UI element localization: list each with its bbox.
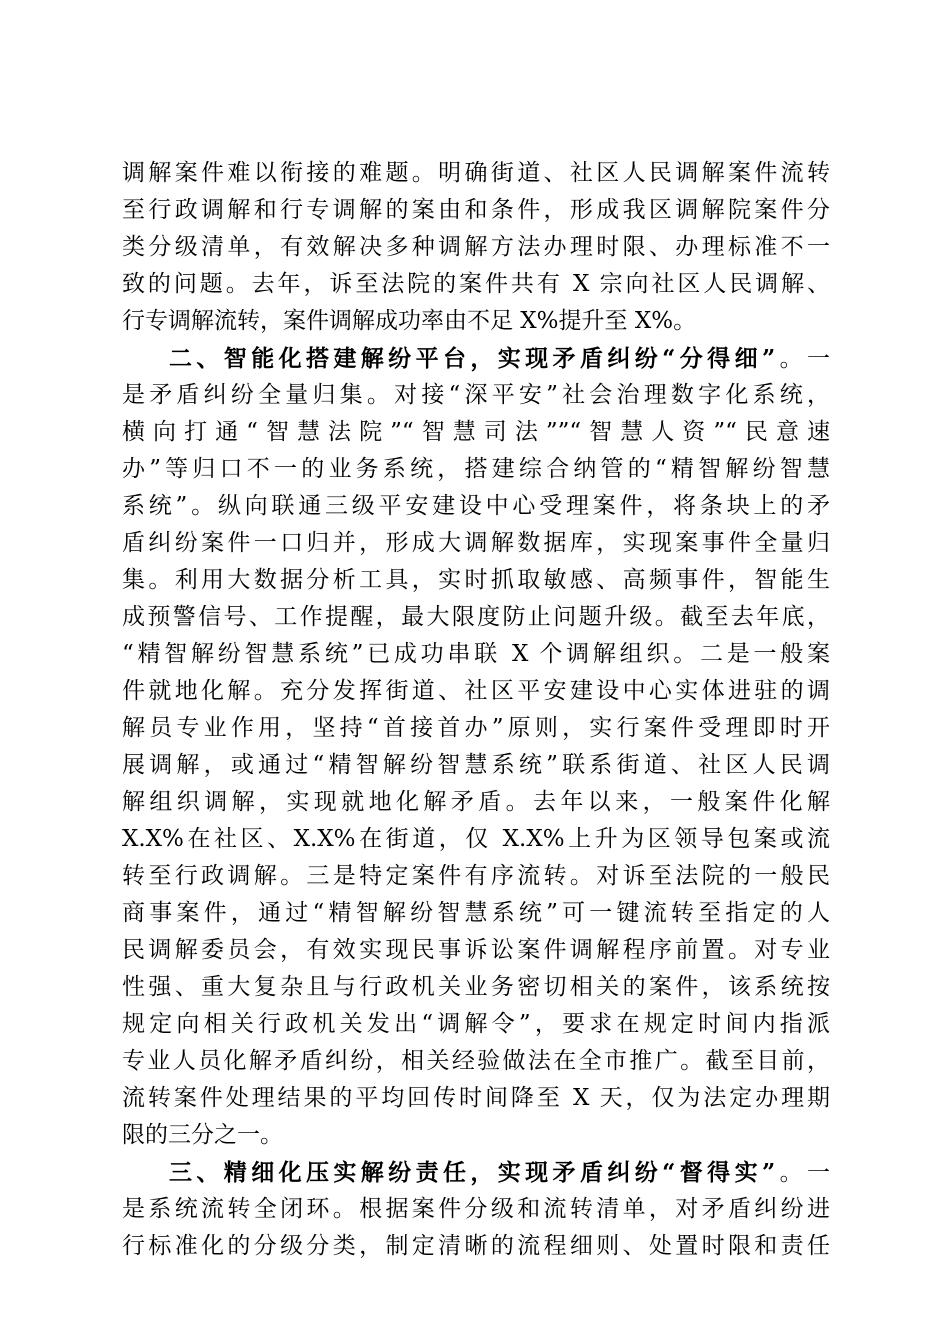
heading-line	[122, 340, 830, 377]
document-page	[122, 155, 830, 1265]
text-fragment: 。一	[775, 346, 830, 372]
text-line: 件就地化解。充分发挥街道、社区平安建设中心实体进驻的调	[122, 678, 830, 704]
text-line: 专业人员化解矛盾纠纷，相关经验做法在全市推广。截至目前，	[122, 1048, 830, 1074]
text-line: 解组织调解，实现就地化解矛盾。去年以来，一般案件化解	[122, 789, 830, 815]
text-line: 是系统流转全闭环。根据案件分级和流转清单，对矛盾纠纷进	[122, 1196, 830, 1222]
text-line: 系统”。纵向联通三级平安建设中心受理案件，将条块上的矛	[122, 493, 830, 519]
paragraph-1	[122, 155, 830, 340]
text-line: 展调解，或通过“精智解纷智慧系统”联系街道、社区人民调	[122, 752, 830, 778]
text-line: 类分级清单，有效解决多种调解方法办理时限、办理标准不一	[122, 234, 830, 260]
text-fragment: 。一	[775, 1160, 830, 1186]
section-heading-3: 三、精细化压实解纷责任，实现矛盾纠纷“督得实”	[169, 1159, 776, 1186]
text-line: 办”等归口不一的业务系统，搭建综合纳管的“精智解纷智慧	[122, 456, 830, 482]
text-line: 调解案件难以衔接的难题。明确街道、社区人民调解案件流转	[122, 160, 830, 186]
text-line: 民调解委员会，有效实现民事诉讼案件调解程序前置。对专业	[122, 937, 830, 963]
heading-line	[122, 1154, 830, 1191]
text-line: 解员专业作用，坚持“首接首办”原则，实行案件受理即时开	[122, 715, 830, 741]
text-line: X.X%在社区、X.X%在街道，仅 X.X%上升为区领导包案或流	[122, 826, 830, 852]
text-line: “精智解纷智慧系统”已成功串联 X 个调解组织。二是一般案	[122, 641, 830, 667]
text-line: 成预警信号、工作提醒，最大限度防止问题升级。截至去年底，	[122, 604, 830, 630]
text-line: 转至行政调解。三是特定案件有序流转。对诉至法院的一般民	[122, 863, 830, 889]
text-line: 致的问题。去年，诉至法院的案件共有 X 宗向社区人民调解、	[122, 271, 830, 297]
section-heading-2: 二、智能化搭建解纷平台，实现矛盾纠纷“分得细”	[169, 345, 776, 372]
paragraph-3	[122, 1154, 830, 1265]
text-line: 流转案件处理结果的平均回传时间降至 X 天，仅为法定办理期	[122, 1085, 830, 1111]
text-line: 行专调解流转，案件调解成功率由不足 X%提升至 X%。	[122, 308, 697, 334]
text-line: 行标准化的分级分类，制定清晰的流程细则、处置时限和责任	[122, 1233, 830, 1259]
text-line: 限的三分之一。	[122, 1122, 283, 1148]
paragraph-2	[122, 340, 830, 1154]
text-line: 集。利用大数据分析工具，实时抓取敏感、高频事件，智能生	[122, 567, 830, 593]
text-line: 横向打通“智慧法院”“智慧司法””“智慧人资”“民意速	[122, 419, 830, 445]
text-line: 盾纠纷案件一口归并，形成大调解数据库，实现案事件全量归	[122, 530, 830, 556]
text-line: 规定向相关行政机关发出“调解令”，要求在规定时间内指派	[122, 1011, 830, 1037]
text-line: 至行政调解和行专调解的案由和条件，形成我区调解院案件分	[122, 197, 830, 223]
text-line: 商事案件，通过“精智解纷智慧系统”可一键流转至指定的人	[122, 900, 830, 926]
text-line: 性强、重大复杂且与行政机关业务密切相关的案件，该系统按	[122, 974, 830, 1000]
text-line: 是矛盾纠纷全量归集。对接“深平安”社会治理数字化系统，	[122, 382, 830, 408]
